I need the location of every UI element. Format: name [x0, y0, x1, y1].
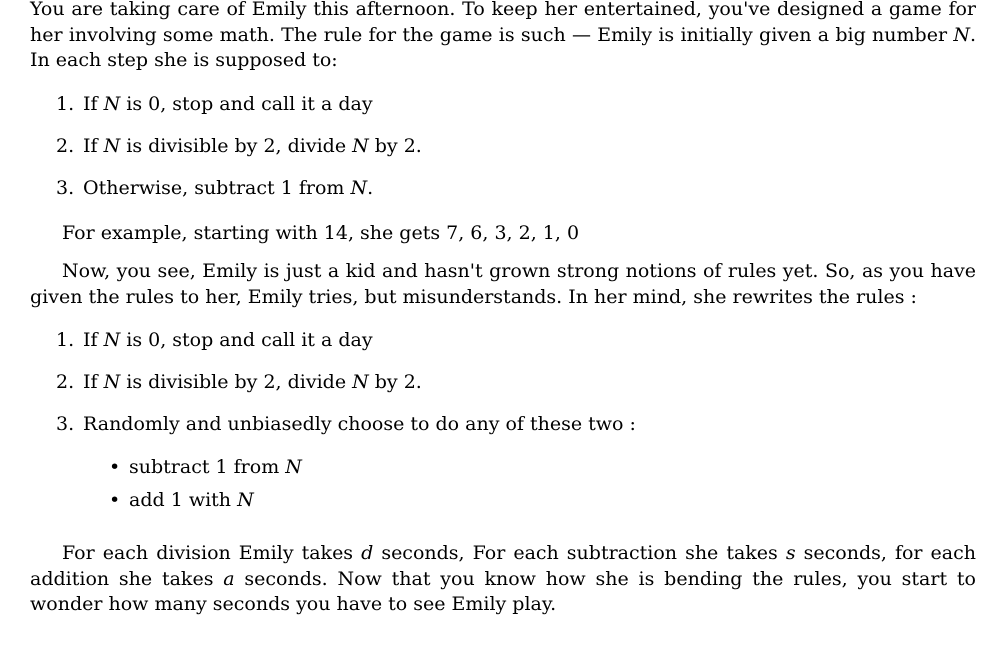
- bullet-icon: •: [109, 489, 121, 511]
- intro-paragraph: You are taking care of Emily this afternoon. To keep her entertained, you've designed a game for her involving some math. The rule for the game is such — Emily is initially given a big number N. In each step she is supposed to:: [30, 0, 976, 71]
- timing-paragraph: For each division Emily takes d seconds, For each subtraction she takes s seconds, for each addition she takes a seconds. Now that you know how she is bending the rules, you start to wonder how many seconds you have to see Emily play.: [30, 542, 976, 615]
- list-item: 1. If N is 0, stop and call it a day: [56, 329, 373, 351]
- rewritten-rules-list: [30, 328, 976, 455]
- var-n: N: [953, 23, 970, 46]
- original-rules-list: [30, 92, 976, 218]
- list-item: • add 1 with N: [109, 489, 254, 511]
- bullet-icon: •: [109, 456, 121, 478]
- choices-list: [30, 455, 976, 521]
- list-item: 3. Otherwise, subtract 1 from N.: [56, 176, 374, 199]
- misunderstanding-paragraph: Now, you see, Emily is just a kid and hasn't grown strong notions of rules yet. So, as you have given the rules to her, Emily tries, but misunderstands. In her mind, she rewrites the rules :: [30, 260, 976, 308]
- example-paragraph: For example, starting with 14, she gets 7, 6, 3, 2, 1, 0: [62, 221, 580, 244]
- list-item: 1. If N is 0, stop and call it a day: [56, 92, 373, 115]
- list-item: 2. If N is divisible by 2, divide N by 2.: [56, 371, 422, 393]
- list-item: 3. Randomly and unbiasedly choose to do any of these two :: [56, 413, 636, 435]
- list-item: • subtract 1 from N: [109, 456, 302, 478]
- list-item: 2. If N is divisible by 2, divide N by 2.: [56, 134, 422, 157]
- problem-statement: [30, 0, 976, 618]
